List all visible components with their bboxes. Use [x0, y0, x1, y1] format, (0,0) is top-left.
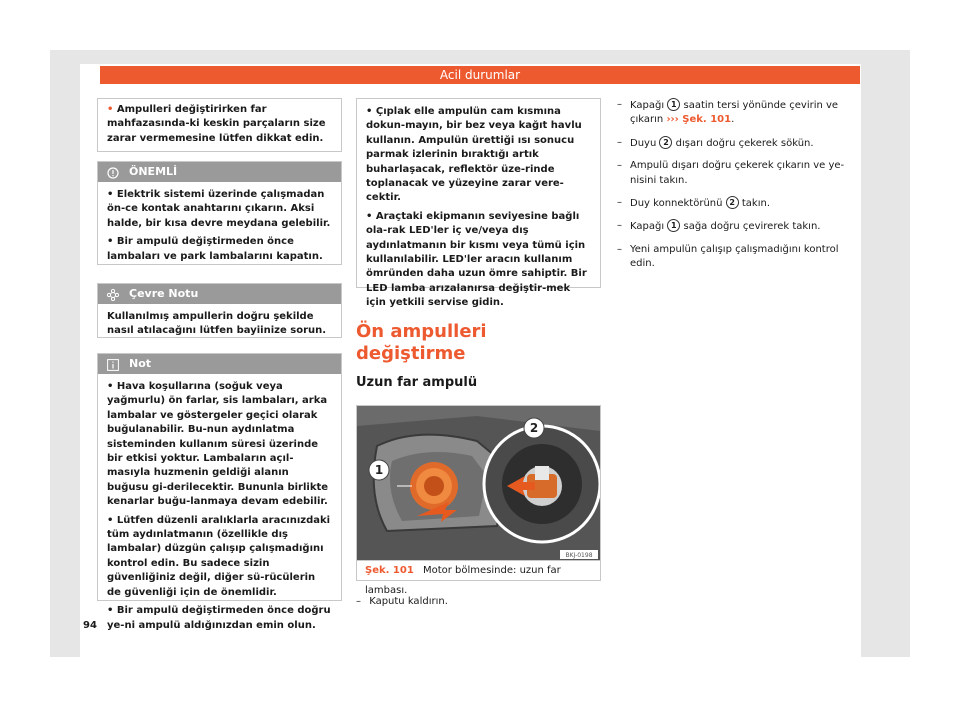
figure-caption	[357, 560, 600, 596]
important-title: ÖNEMLİ	[129, 165, 178, 178]
chapter-header: Acil durumlar	[100, 66, 860, 84]
page-number: 94	[83, 620, 97, 631]
step-item: – Kaputu kaldırın.	[356, 596, 448, 607]
callout-2: 2	[529, 421, 539, 435]
headlight-illustration	[357, 406, 600, 560]
callout-1-badge: 1	[667, 219, 680, 232]
list-item: • Elektrik sistemi üzerinde çalışmadan ön-ce kontak anahtarını çıkarın. Aksi halde, bir kısa devre meydana gelebilir.	[107, 189, 331, 229]
figure-caption-text: Motor bölmesinde: uzun far lambası.	[365, 565, 561, 596]
step-item: – Kapağı 1 sağa doğru çevirerek takın.	[617, 220, 821, 233]
figure-code: BKJ-0198	[565, 552, 593, 559]
important-header	[98, 162, 341, 182]
important-box	[97, 161, 342, 265]
figure-label: Şek. 101	[365, 565, 414, 576]
step-item: – Kapağı 1 saatin tersi yönünde çevirin ve çıkarın ››› Şek. 101.	[617, 99, 839, 126]
step-item: – Yeni ampulün çalışıp çalışmadığını kontrol edin.	[617, 243, 839, 270]
tips-box	[356, 98, 601, 309]
figure-headlight	[356, 405, 601, 596]
figure-reference-link[interactable]: ››› Şek. 101	[666, 114, 732, 126]
note-box	[97, 353, 342, 631]
list-item: • Çıplak elle ampulün cam kısmına dokun-mayın, bir bez veya kağıt havlu kullanın. Ampulün ürettiği ısı sonucu parmak izlerinin bıraktığı artık buharlaşacak, reflektör üze-rinde toplanacak ve yüzeyine zarar vere-cektir.	[366, 106, 582, 204]
step-item: – Duy konnektörünü 2 takın.	[617, 197, 770, 210]
sub-title: Uzun far ampulü	[356, 375, 478, 390]
left-column	[97, 98, 342, 631]
step-item: – Ampulü dışarı doğru çekerek çıkarın ve ye-nisini takın.	[617, 160, 845, 186]
info-icon	[107, 358, 119, 370]
warning-text: Ampulleri değiştirirken far mahfazasında-ki keskin parçaların size zarar vermemesine lütfen dikkat edin.	[107, 104, 326, 144]
list-item: • Bir ampulü değiştirmeden önce doğru ye-ni ampulü aldığınızdan emin olun.	[107, 605, 331, 631]
callout-2-badge: 2	[659, 136, 672, 149]
section-title: Ön ampulleri değiştirme	[356, 321, 487, 364]
step-item: – Duyu 2 dışarı doğru çekerek sökün.	[617, 136, 814, 149]
leaf-icon	[107, 288, 119, 300]
list-item: • Bir ampulü değiştirmeden önce lambaları ve park lambalarını kapatın.	[107, 236, 323, 262]
exclamation-circle-icon	[107, 166, 119, 178]
middle-column	[356, 98, 601, 609]
environment-note-title: Çevre Notu	[129, 287, 199, 300]
list-item: • Lütfen düzenli aralıklarla aracınızdaki tüm aydınlatmanın (özellikle dış lambalar) düzgün çalışıp çalışmadığını kontrol edin. Bu sadece sizin güvenliğiniz değil, diğer sü-rücülerin de güvenliği için de önemlidir.	[107, 514, 331, 598]
environment-note-header	[98, 284, 341, 304]
callout-1-badge: 1	[667, 98, 680, 111]
callout-2-badge: 2	[726, 196, 739, 209]
list-item: • Araçtaki ekipmanın seviyesine bağlı ola-rak LED'ler iç ve/veya dış aydınlatmanın bir kısmı veya tümü için kullanılabilir. LED'ler aracın kullanım ömründen daha uzun ömre sahiptir. Bir LED lamba arızalanırsa değiştir-mek için yetkili servise gidin.	[366, 210, 587, 309]
warning-bullet: •	[107, 104, 114, 115]
callout-1: 1	[374, 463, 384, 477]
environment-note-text: Kullanılmış ampullerin doğru şekilde nasıl atılacağını lütfen bayiinize sorun.	[107, 311, 327, 337]
note-header	[98, 354, 341, 374]
warning-box	[97, 98, 342, 152]
note-title: Not	[129, 357, 152, 370]
environment-note-box	[97, 283, 342, 338]
list-item: • Hava koşullarına (soğuk veya yağmurlu) ön farlar, sis lambaları, arka lambalar ve göstergeler geçici olarak buğulanabilir. Bu-nun aydınlatma sisteminden kullanım süresi üzerinde bir etkisi yoktur. Lambaların açıl-masıyla huzmenin geldiği alanın buğusu gi-derilecektir. Bununla birlikte kenarlar buğu-lanmaya devam edebilir.	[107, 381, 329, 508]
right-column	[617, 98, 860, 280]
